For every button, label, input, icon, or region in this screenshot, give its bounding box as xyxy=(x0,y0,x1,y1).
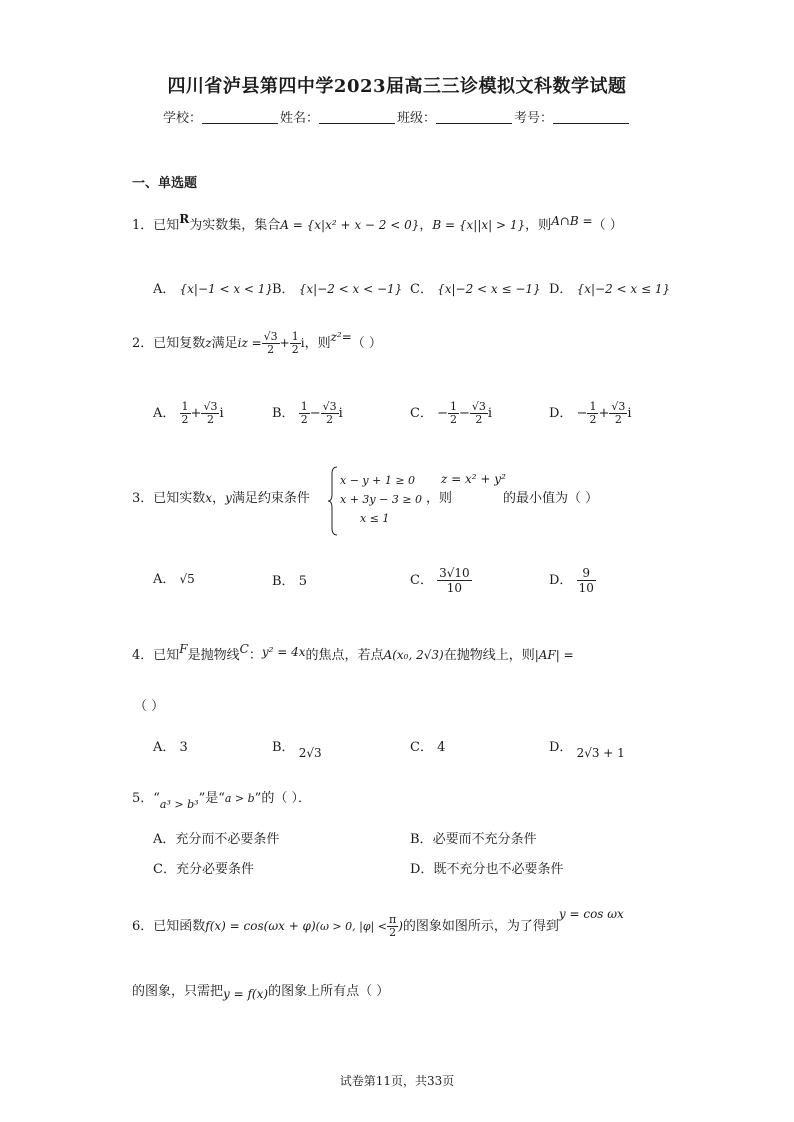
option-frac xyxy=(577,566,596,595)
school-label: 学校： xyxy=(162,111,202,126)
q5-math-a3b3: a³ > b³ xyxy=(159,798,199,811)
q5-text: 5．“ xyxy=(132,791,160,806)
q6-text: 6．已知函数 xyxy=(132,919,206,934)
frac-num: 3√10 xyxy=(439,566,470,580)
option-frac xyxy=(180,401,191,426)
frac-num: 1 xyxy=(450,400,457,413)
option-frac xyxy=(470,401,488,426)
class-label: 班级： xyxy=(397,111,437,126)
option-label: A． xyxy=(153,740,176,755)
q4-text: ： xyxy=(248,648,262,663)
q1-math-a: A = {x|x² + x − 2 < 0} xyxy=(280,218,420,232)
frac-den: 2 xyxy=(475,413,483,426)
option-label: A． xyxy=(153,832,176,847)
option-frac xyxy=(587,401,598,426)
option-sign: − xyxy=(576,406,588,421)
option-label: C． xyxy=(410,740,433,755)
option-label: B． xyxy=(272,406,295,421)
option-value: 5 xyxy=(298,574,307,589)
q3-option-b[interactable] xyxy=(272,570,307,589)
frac-den: 2 xyxy=(389,926,397,939)
question-1-stem xyxy=(132,212,623,233)
option-label: B． xyxy=(410,832,433,847)
question-6-stem-line2 xyxy=(132,980,389,1001)
frac-num: 1 xyxy=(589,400,597,413)
q1-text: 1．已知 xyxy=(132,218,180,233)
option-i: i xyxy=(627,406,632,421)
q6-text: 的图象上所有点（ ） xyxy=(268,984,390,999)
frac-num: √3 xyxy=(471,400,486,413)
option-value: 3 xyxy=(179,740,188,755)
q6-math-yfx: y = f(x) xyxy=(223,987,269,1001)
q2-option-b[interactable] xyxy=(272,401,343,426)
q3-math-z: z = x² + y² xyxy=(441,472,506,486)
page-title: 四川省泸县第四中学2023届高三三诊模拟文科数学试题 xyxy=(167,76,627,97)
option-op: − xyxy=(309,406,321,421)
option-math: {x|−2 < x < −1} xyxy=(298,282,403,296)
question-5-stem xyxy=(132,787,311,811)
option-text: 充分必要条件 xyxy=(175,862,254,877)
exam-no-blank xyxy=(553,111,629,124)
option-math: 2√3 + 1 xyxy=(576,746,625,760)
q4-option-a[interactable] xyxy=(153,736,188,755)
option-frac xyxy=(609,401,627,426)
q5-text: ”的（ ）． xyxy=(254,791,311,806)
option-i: i xyxy=(338,406,343,421)
q4-option-d[interactable] xyxy=(549,736,625,760)
q3-math-x: x xyxy=(205,491,213,505)
frac-num: π xyxy=(388,913,397,926)
constraint-1: x − y + 1 ≥ 0 xyxy=(340,474,416,487)
option-i: i xyxy=(219,406,224,421)
frac-den: 2 xyxy=(614,413,622,426)
option-label: B． xyxy=(272,282,295,297)
option-label: A． xyxy=(153,572,176,587)
q3-option-c[interactable] xyxy=(410,566,472,595)
option-value: 4 xyxy=(437,740,446,755)
option-math: {x|−2 < x ≤ 1} xyxy=(576,282,671,296)
q4-option-c[interactable] xyxy=(410,736,445,755)
q4-paren: （ ） xyxy=(134,699,165,714)
q4-text: 在抛物线上，则 xyxy=(443,648,535,663)
frac-num: 9 xyxy=(577,566,596,581)
q5-option-d[interactable] xyxy=(410,858,563,877)
constraint-2: x + 3y − 3 ≥ 0 xyxy=(340,493,423,506)
q2-math-z: z xyxy=(205,336,212,350)
frac-num: √3 xyxy=(263,330,278,343)
q3-constraint-system xyxy=(340,471,422,528)
option-label: B． xyxy=(272,574,295,589)
q1-option-a[interactable] xyxy=(153,278,273,297)
option-frac xyxy=(448,401,459,426)
frac-num: √3 xyxy=(203,400,218,413)
q1-paren: （ ） xyxy=(592,218,623,233)
option-label: D． xyxy=(410,862,434,877)
option-math: √5 xyxy=(179,572,195,586)
option-math: {x|−1 < x < 1} xyxy=(179,282,274,296)
q5-option-a[interactable] xyxy=(153,828,279,847)
page-footer: 试卷第11页，共33页 xyxy=(339,1074,455,1088)
option-op: + xyxy=(598,406,610,421)
q3-tail: 的最小值为（ ） xyxy=(503,491,599,506)
q3-then: ，则 xyxy=(426,491,453,506)
q3-option-d[interactable] xyxy=(549,566,596,595)
option-label: B． xyxy=(272,740,295,755)
q5-option-b[interactable] xyxy=(410,828,537,847)
frac-den: 2 xyxy=(291,343,299,356)
question-4-stem xyxy=(132,642,574,663)
frac-num: √3 xyxy=(322,400,337,413)
q3-option-a[interactable] xyxy=(153,568,195,587)
option-label: D． xyxy=(549,573,573,588)
option-math: {x|−2 < x ≤ −1} xyxy=(437,282,541,296)
q4-option-b[interactable] xyxy=(272,736,322,760)
q3-brace xyxy=(328,466,338,540)
option-op: − xyxy=(459,406,470,421)
option-frac xyxy=(201,401,219,426)
q1-text: 为实数集，集合 xyxy=(189,218,281,233)
q3-text: 3．已知实数 xyxy=(132,491,206,506)
q4-math-parabola: y² = 4x xyxy=(261,645,306,659)
option-text: 充分而不必要条件 xyxy=(175,832,280,847)
q2-text: 2．已知复数 xyxy=(132,336,206,351)
q4-math-point: A(x₀, 2√3) xyxy=(383,648,444,662)
q3-text: 满足约束条件 xyxy=(231,491,310,506)
frac-den: 2 xyxy=(300,413,308,426)
frac-den: 2 xyxy=(181,413,189,426)
name-label: 姓名： xyxy=(279,111,319,126)
left-brace-icon xyxy=(328,466,338,536)
question-3-stem xyxy=(132,487,310,506)
q5-option-c[interactable] xyxy=(153,858,254,877)
frac-num: 1 xyxy=(291,330,299,343)
school-blank xyxy=(202,111,278,124)
q2-math-z2: z² xyxy=(330,330,342,344)
option-label: A． xyxy=(153,282,176,297)
q4-math-f: F xyxy=(179,642,188,656)
frac-den: 2 xyxy=(326,413,334,426)
option-sign: − xyxy=(437,406,448,421)
class-blank xyxy=(436,111,512,124)
q4-text: 是抛物线 xyxy=(187,648,240,663)
q2-option-c[interactable] xyxy=(410,401,492,426)
option-label: D． xyxy=(549,406,573,421)
option-label: C． xyxy=(410,406,433,421)
q2-frac-sqrt3-2 xyxy=(262,331,280,356)
frac-num: 1 xyxy=(300,400,308,413)
q2-math-plus: + xyxy=(279,336,290,350)
question-6-stem xyxy=(132,907,624,939)
q3-math-y: y xyxy=(225,491,232,505)
q2-text: ，则 xyxy=(304,336,331,351)
option-i: i xyxy=(487,406,493,421)
q2-math-iz: iz = xyxy=(237,336,262,350)
section-title: 一、单选题 xyxy=(132,176,198,191)
q4-text: 的焦点，若点 xyxy=(305,648,384,663)
option-label: C． xyxy=(410,282,433,297)
q3-text: ， xyxy=(212,491,226,506)
option-label: C． xyxy=(153,862,176,877)
q6-math-close: ) xyxy=(398,919,403,933)
frac-den: 2 xyxy=(450,413,457,426)
q2-option-d[interactable] xyxy=(549,401,632,426)
option-label: C． xyxy=(410,573,433,588)
frac-den: 2 xyxy=(206,413,214,426)
q1-math-intersection: A∩B = xyxy=(551,214,593,228)
q1-text: ， xyxy=(419,218,433,233)
q2-math-eq: = xyxy=(341,330,352,344)
q2-option-a[interactable] xyxy=(153,401,224,426)
frac-den: 10 xyxy=(578,581,594,595)
q6-math-f: f(x) = cos(ωx + φ) xyxy=(205,919,316,933)
q1-math-b: B = {x||x| > 1} xyxy=(432,218,526,232)
q2-text: 满足 xyxy=(211,336,238,351)
q1-option-b[interactable] xyxy=(272,278,402,297)
q6-math-ycos: y = cos ωx xyxy=(558,907,624,921)
option-text: 既不充分也不必要条件 xyxy=(433,862,564,877)
name-blank xyxy=(319,111,395,124)
q1-math-r: R xyxy=(179,212,190,226)
q1-option-c[interactable] xyxy=(410,278,541,297)
frac-den: 10 xyxy=(446,581,463,595)
exam-no-label: 考号： xyxy=(514,111,554,126)
q2-frac-1-2 xyxy=(290,331,301,356)
q2-math-i: i xyxy=(300,336,305,350)
option-label: D． xyxy=(549,282,573,297)
q6-text: 的图象如图所示，为了得到 xyxy=(402,919,559,934)
option-frac xyxy=(299,401,310,426)
q1-option-d[interactable] xyxy=(549,278,670,297)
frac-den: 2 xyxy=(267,343,275,356)
frac-num: 1 xyxy=(181,400,189,413)
q6-frac-pi-2 xyxy=(387,914,398,939)
option-text: 必要而不充分条件 xyxy=(432,832,537,847)
option-frac xyxy=(321,401,339,426)
frac-den: 2 xyxy=(589,413,597,426)
option-math: 2√3 xyxy=(298,746,322,760)
q4-math-af: |AF| = xyxy=(534,648,574,662)
q5-math-ab: a > b xyxy=(224,792,255,805)
frac-num: √3 xyxy=(611,400,626,413)
constraint-3: x ≤ 1 xyxy=(360,512,390,525)
student-info-line xyxy=(0,107,794,126)
q6-text: 的图象，只需把 xyxy=(132,984,224,999)
option-label: A． xyxy=(153,406,176,421)
q5-text: ”是“ xyxy=(198,791,225,806)
question-2-stem xyxy=(132,330,382,356)
q2-paren: （ ） xyxy=(351,336,382,351)
q4-math-c: C xyxy=(239,642,249,656)
option-op: + xyxy=(190,406,202,421)
option-label: D． xyxy=(549,740,573,755)
option-frac xyxy=(437,566,472,595)
q1-text: ，则 xyxy=(525,218,552,233)
q4-text: 4．已知 xyxy=(132,648,180,663)
q6-math-cond: (ω > 0, |φ| < xyxy=(315,920,387,933)
